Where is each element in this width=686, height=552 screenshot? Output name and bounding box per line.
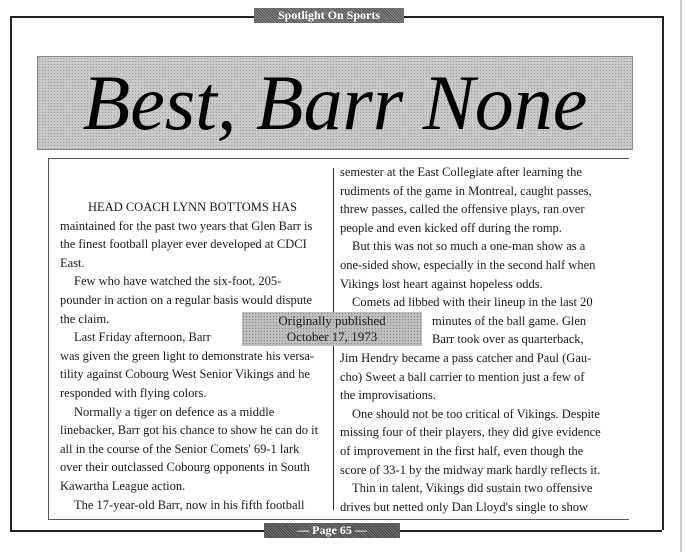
publication-callout	[242, 312, 422, 346]
left-column-line: the finest football player ever developed at CDCI	[60, 237, 307, 252]
left-column-line: over their outclassed Cobourg opponents in South	[60, 460, 310, 475]
left-column-line: responded with flying colors.	[60, 386, 207, 400]
right-column-line: Jim Hendry became a pass catcher and Paul (Gau-	[340, 351, 592, 365]
right-column-line: minutes of the ball game. Glen	[432, 313, 587, 328]
left-column-line: Kawartha League action.	[60, 479, 186, 493]
right-column-line: rudiments of the game in Montreal, caught passes,	[340, 183, 592, 198]
right-column-line: Comets ad libbed with their lineup in the last 20	[352, 295, 593, 310]
callout-line-2: October 17, 1973	[286, 329, 378, 344]
right-column-line: threw passes, called the offensive plays, ran over	[340, 202, 585, 217]
right-column-line: But this was not so much a one-man show as a	[352, 239, 586, 254]
right-column-line: Barr took over as quarterback,	[432, 332, 584, 347]
page-edge	[680, 0, 682, 552]
left-column-line: East.	[60, 255, 85, 270]
right-column-line: missing four of their players, they did give evidence	[340, 425, 601, 440]
right-column-line: cho) Sweet a ball carrier to mention just a few of	[340, 369, 585, 384]
right-column-line: of improvement in the first half, even though the	[340, 444, 584, 458]
right-column-line: Vikings lost heart against hopeless odds.	[340, 276, 543, 291]
callout-line-1: Originally published	[278, 313, 386, 328]
right-column-line: Thin in talent, Vikings did sustain two offensive	[352, 481, 593, 496]
left-column-line: Normally a tiger on defence as a middle	[74, 404, 275, 419]
right-column-line: the improvisations.	[340, 388, 436, 403]
left-column-line: was given the green light to demonstrate his versa-	[60, 348, 315, 363]
right-column-line: drives but netted only Dan Lloyd's single to show	[340, 499, 589, 514]
left-column-line: HEAD COACH LYNN BOTTOMS HAS	[88, 200, 297, 214]
title-banner	[37, 56, 633, 150]
left-column-line: the claim.	[60, 311, 110, 326]
left-column-line: Last Friday afternoon, Barr	[74, 330, 211, 345]
page-number: — Page 65 —	[264, 523, 400, 538]
left-column-line: tility against Cobourg West Senior Vikings and he	[60, 367, 310, 382]
section-tag: Spotlight On Sports	[254, 8, 404, 23]
right-column-line: semester at the East Collegiate after learning the	[340, 165, 582, 179]
right-column-line: one-sided show, especially in the second half when	[340, 258, 596, 272]
left-column-line: maintained for the past two years that Glen Barr is	[60, 218, 313, 233]
right-column-line: score of 33-1 by the midway mark hardly reflects it.	[340, 462, 601, 477]
left-column-line: pounder in action on a regular basis would dispute	[60, 293, 313, 307]
right-column-line: One should not be too critical of Vikings. Despite	[352, 406, 600, 421]
left-column-line: The 17-year-old Barr, now in his fifth football	[74, 497, 305, 512]
left-column-line: Few who have watched the six-foot, 205-	[74, 274, 282, 289]
right-column-line: people and even kicked off during the romp.	[340, 220, 562, 235]
article-title: Best, Barr None	[82, 59, 588, 146]
left-column-line: linebacker, Barr got his chance to show he can do it	[60, 423, 319, 438]
left-column-line: all in the course of the Senior Comets' 69-1 lark	[60, 441, 300, 456]
